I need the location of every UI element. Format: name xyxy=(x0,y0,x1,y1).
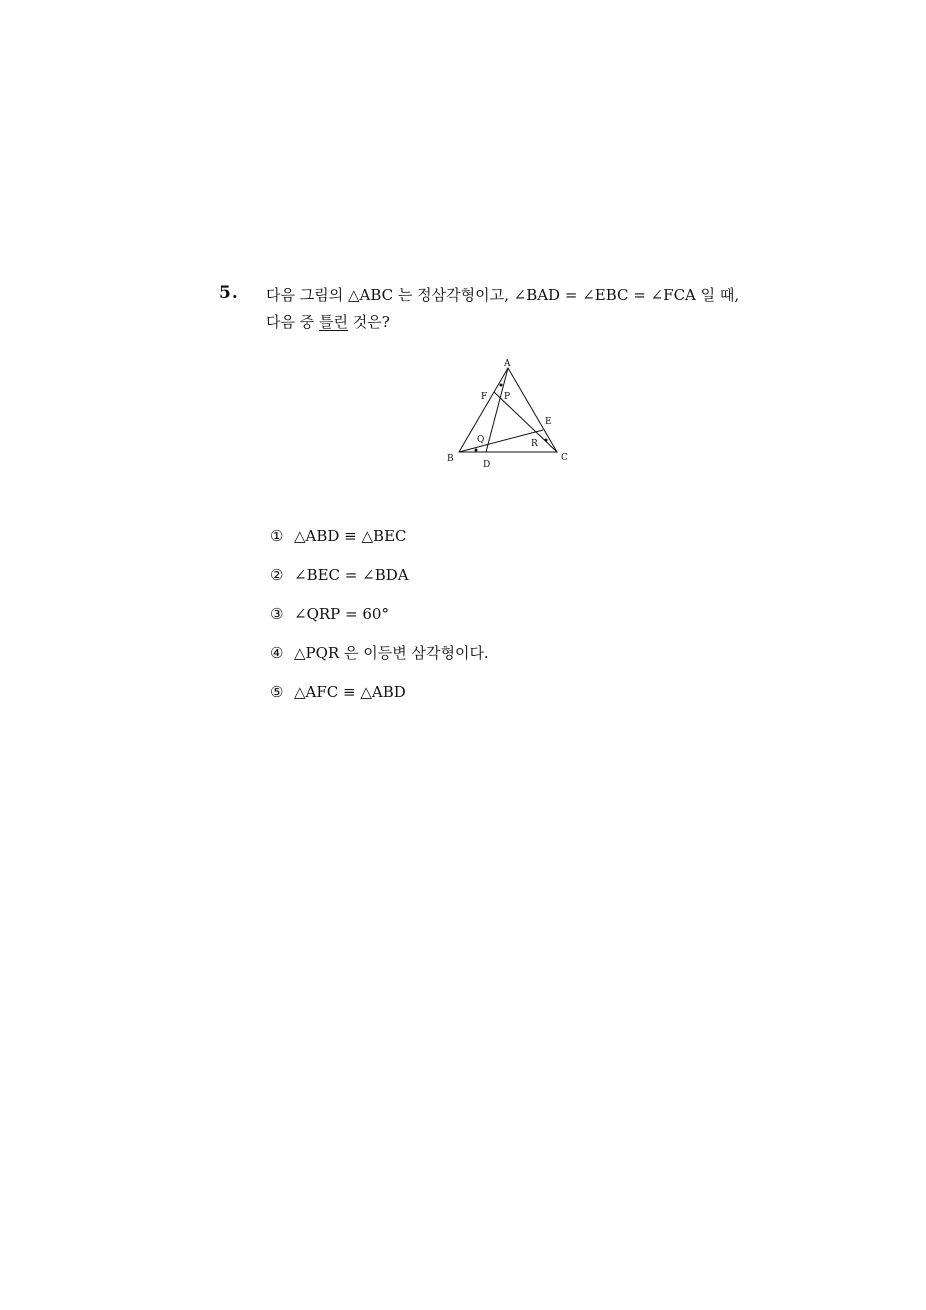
label-b: B xyxy=(447,454,454,464)
question-text-line1: 다음 그림의 △ABC 는 정삼각형이고, ∠BAD = ∠EBC = ∠FCA 일 때, xyxy=(266,286,740,304)
question-text-line2 xyxy=(266,312,390,332)
label-r: R xyxy=(531,439,538,449)
choice-1-text: △ABD ≡ △BEC xyxy=(294,527,407,545)
triangle-figure xyxy=(440,352,580,474)
choice-3 xyxy=(270,604,389,624)
choice-4-number: ④ xyxy=(270,644,284,662)
label-a: A xyxy=(504,359,511,369)
choice-5 xyxy=(270,682,406,702)
choice-2 xyxy=(270,565,409,585)
segment-ad xyxy=(486,368,511,452)
question-number: 5. xyxy=(219,283,239,303)
label-c: C xyxy=(561,453,568,463)
choice-3-number: ③ xyxy=(270,605,284,623)
question-underlined-word: 틀린 xyxy=(319,313,348,331)
choice-4 xyxy=(270,643,489,663)
choice-3-text: ∠QRP = 60° xyxy=(294,605,389,623)
label-d: D xyxy=(483,460,491,470)
question-text-suffix: 것은? xyxy=(348,313,390,331)
choice-2-text: ∠BEC = ∠BDA xyxy=(294,566,409,584)
angle-mark-b xyxy=(475,449,478,452)
choice-5-text: △AFC ≡ △ABD xyxy=(294,683,406,701)
label-q: Q xyxy=(477,435,485,445)
angle-mark-c xyxy=(545,439,548,442)
choice-1-number: ① xyxy=(270,527,284,545)
choice-5-number: ⑤ xyxy=(270,683,284,701)
choice-2-number: ② xyxy=(270,566,284,584)
label-f: F xyxy=(481,392,488,402)
question-text-prefix: 다음 중 xyxy=(266,313,320,331)
angle-mark-a xyxy=(500,384,503,387)
label-p: P xyxy=(504,392,511,402)
choice-4-text: △PQR 은 이등변 삼각형이다. xyxy=(294,644,489,662)
label-e: E xyxy=(545,417,552,427)
choice-1 xyxy=(270,526,407,546)
